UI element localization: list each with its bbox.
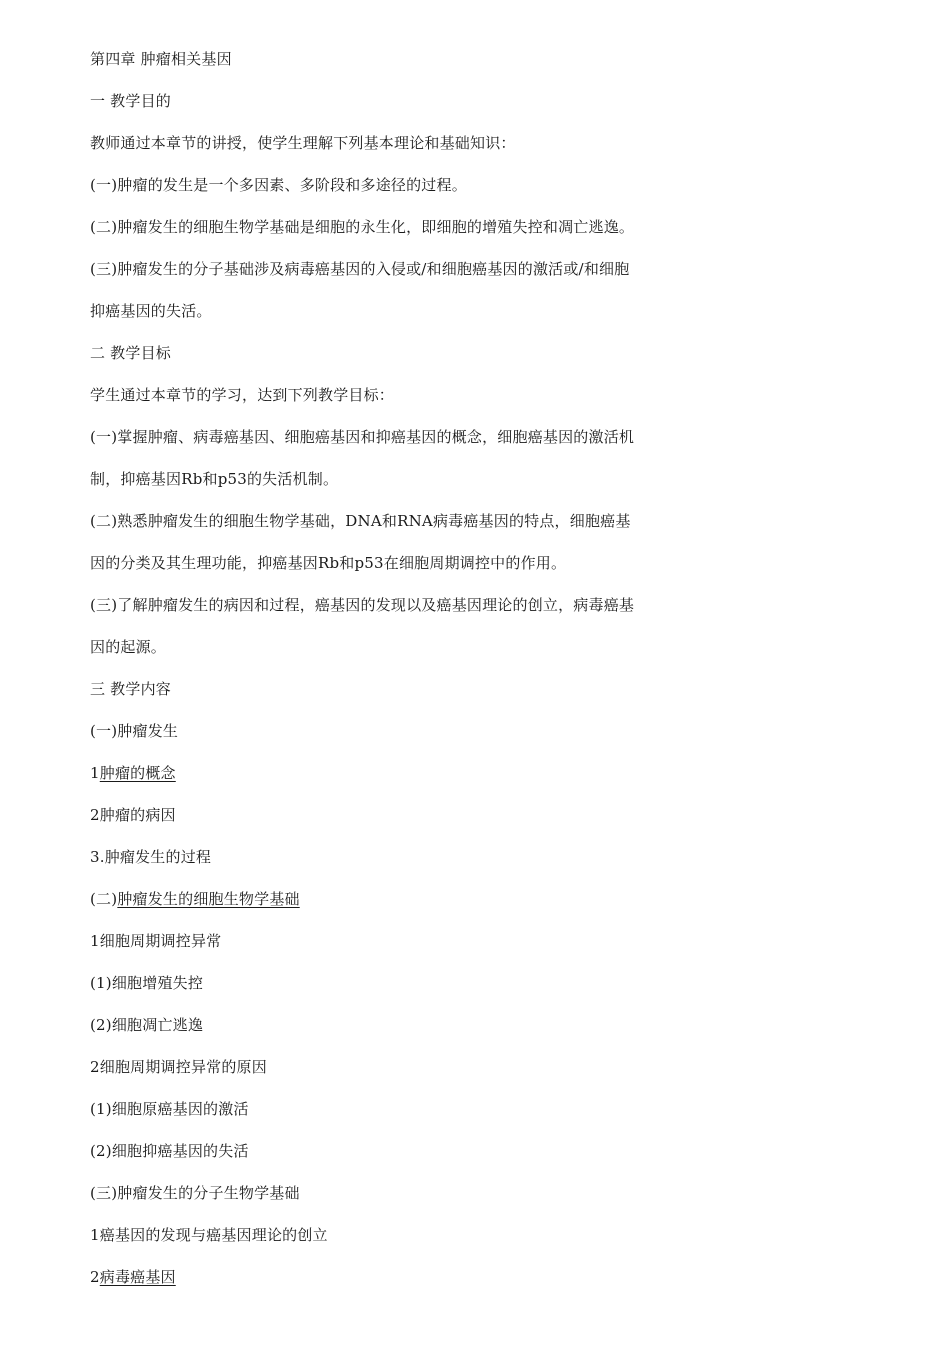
chapter-title: 第四章 肿瘤相关基因 [90, 50, 232, 68]
content-subitem: (1)细胞增殖失控 [90, 974, 204, 992]
goal-item-continued: 因的起源。 [90, 638, 167, 656]
content-item: 3.肿瘤发生的过程 [90, 848, 212, 866]
section-intro: 学生通过本章节的学习，达到下列教学目标： [90, 386, 395, 404]
goal-item: (二)熟悉肿瘤发生的细胞生物学基础，DNA和RNA病毒癌基因的特点，细胞癌基 [90, 512, 631, 530]
section-heading-goals: 二 教学目标 [90, 344, 171, 362]
goal-item-continued: 制，抑癌基因Rb和p53的失活机制。 [90, 470, 339, 488]
content-item-number: 2 [90, 1268, 100, 1286]
content-item: 2肿瘤的病因 [90, 806, 176, 824]
content-item: 1细胞周期调控异常 [90, 932, 222, 950]
goal-item: (一)掌握肿瘤、病毒癌基因、细胞癌基因和抑癌基因的概念，细胞癌基因的激活机 [90, 428, 635, 446]
content-subitem: (2)细胞凋亡逃逸 [90, 1016, 204, 1034]
objective-item: (二)肿瘤发生的细胞生物学基础是细胞的永生化，即细胞的增殖失控和凋亡逃逸。 [90, 218, 635, 236]
section-heading-objectives: 一 教学目的 [90, 92, 171, 110]
content-part-title-text: 肿瘤发生的细胞生物学基础 [117, 890, 300, 908]
content-item: 1癌基因的发现与癌基因理论的创立 [90, 1226, 328, 1244]
content-item: 2细胞周期调控异常的原因 [90, 1058, 267, 1076]
content-part-title: (一)肿瘤发生 [90, 722, 179, 740]
objective-item-continued: 抑癌基因的失活。 [90, 302, 212, 320]
content-part-title [90, 884, 710, 926]
content-part-title: (三)肿瘤发生的分子生物学基础 [90, 1184, 300, 1202]
objective-item: (一)肿瘤的发生是一个多因素、多阶段和多途径的过程。 [90, 176, 467, 194]
content-item [90, 758, 710, 800]
section-heading-content: 三 教学内容 [90, 680, 171, 698]
content-item-link: 病毒癌基因 [99, 1268, 176, 1286]
content-item [90, 1262, 710, 1304]
goal-item-continued: 因的分类及其生理功能，抑癌基因Rb和p53在细胞周期调控中的作用。 [90, 554, 567, 572]
content-subitem: (1)细胞原癌基因的激活 [90, 1100, 249, 1118]
content-subitem: (2)细胞抑癌基因的失活 [90, 1142, 249, 1160]
content-item-number: 1 [90, 764, 100, 782]
content-item-link: 肿瘤的概念 [99, 764, 176, 782]
section-intro: 教师通过本章节的讲授，使学生理解下列基本理论和基础知识： [90, 134, 516, 152]
goal-item: (三)了解肿瘤发生的病因和过程，癌基因的发现以及癌基因理论的创立，病毒癌基 [90, 596, 635, 614]
objective-item: (三)肿瘤发生的分子基础涉及病毒癌基因的入侵或/和细胞癌基因的激活或/和细胞 [90, 260, 630, 278]
content-part-prefix: (二) [90, 890, 118, 908]
document-page [90, 44, 710, 1304]
